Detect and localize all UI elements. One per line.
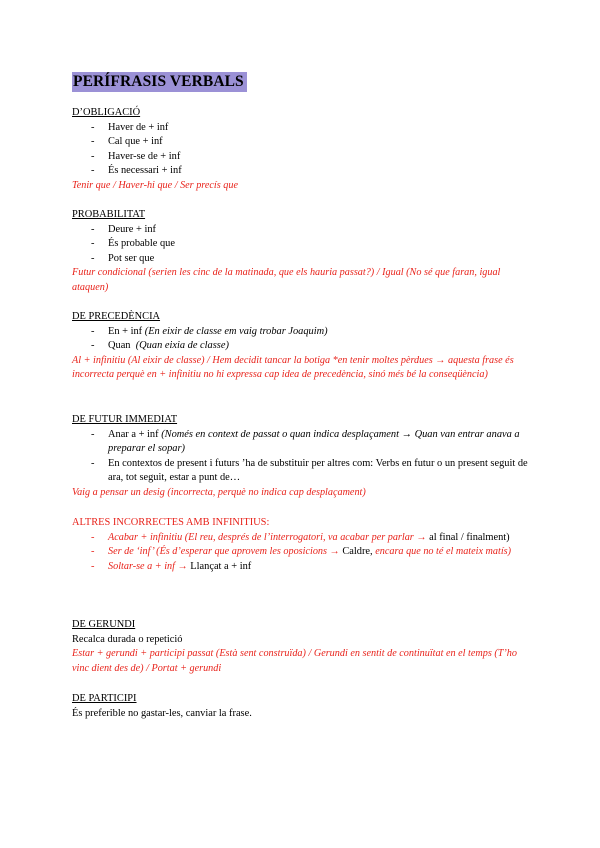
list bbox=[72, 325, 532, 354]
section-participi bbox=[72, 692, 532, 721]
list-item: - Acabar + infinitiu (El reu, després de l’interrogatori, va acabar per parlar → al final / finalment) bbox=[91, 531, 510, 543]
list-item: - És necessari + inf bbox=[91, 165, 182, 177]
list-item: - Quan (Quan eixia de classe) bbox=[91, 340, 229, 352]
list-item: - Haver-se de + inf bbox=[91, 150, 181, 162]
section-futur bbox=[72, 413, 532, 501]
list bbox=[72, 531, 532, 575]
section-obligacio bbox=[72, 106, 532, 194]
list-item: - En + inf (En eixir de classe em vaig trobar Joaquim) bbox=[91, 325, 328, 337]
section-heading: DE PRECEDÈNCIA bbox=[72, 311, 161, 322]
section-text: És preferible no gastar-les, canviar la frase. bbox=[72, 707, 252, 719]
list-item: - Deure + inf bbox=[91, 223, 156, 235]
list-item: - Soltar-se a + inf → Llançat a + inf bbox=[91, 560, 252, 572]
section-note: Vaig a pensar un desig (incorrecta, perquè no indica cap desplaçament) bbox=[72, 486, 366, 498]
section-text: Recalca durada o repetició bbox=[72, 633, 183, 645]
section-heading: PROBABILITAT bbox=[72, 209, 146, 220]
section-heading: DE PARTICIPI bbox=[72, 693, 137, 704]
list-item: - Haver de + inf bbox=[91, 121, 169, 133]
section-precedencia bbox=[72, 310, 532, 383]
section-heading: ALTRES INCORRECTES AMB INFINITIUS: bbox=[72, 517, 270, 528]
list-item: - Ser de ‘inf’ (És d’esperar que aprovem les oposicions → Caldre, encara que no té el mateix matís) bbox=[91, 546, 512, 558]
page-title: PERÍFRASIS VERBALS bbox=[72, 72, 247, 92]
list-item: - És probable que bbox=[91, 238, 175, 250]
section-note: Estar + gerundi + participi passat (Està sent construïda) / Gerundi en sentit de continuïtat en el temps (T’ho vinc dient des de) / Portat + gerundi bbox=[72, 648, 517, 674]
section-gerundi bbox=[72, 618, 532, 676]
list-item: - Anar a + inf (Només en context de passat o quan indica desplaçament → Quan van entrar anava a preparar el sopar) bbox=[91, 428, 520, 455]
section-heading: DE FUTUR IMMEDIAT bbox=[72, 414, 178, 425]
section-heading: DE GERUNDI bbox=[72, 619, 136, 630]
section-incorrectes bbox=[72, 516, 532, 574]
list-item: - Pot ser que bbox=[91, 252, 155, 264]
list bbox=[72, 223, 532, 267]
list-item: - Cal que + inf bbox=[91, 136, 163, 148]
section-heading: D’OBLIGACIÓ bbox=[72, 107, 141, 118]
list-item: - En contextos de present i futurs ’ha de substituir per altres com: Verbs en futur o un present seguit de ara, tot seguit, estar a punt de… bbox=[91, 457, 528, 484]
list bbox=[72, 121, 532, 179]
list bbox=[72, 428, 532, 486]
section-note: Tenir que / Haver-hi que / Ser precís que bbox=[72, 179, 238, 191]
section-note: Futur condicional (serien les cinc de la matinada, que els hauria passat?) / Igual (No sé que faran, igual ataquen) bbox=[72, 267, 501, 293]
section-probabilitat bbox=[72, 208, 532, 296]
section-note: Al + infinitiu (Al eixir de classe) / Hem decidit tancar la botiga *en tenir moltes pèrdues → aquesta frase és incorrecta perquè en + infinitiu no hi expressa cap idea de precedència, sinó més bé la conseqüència) bbox=[72, 354, 514, 381]
